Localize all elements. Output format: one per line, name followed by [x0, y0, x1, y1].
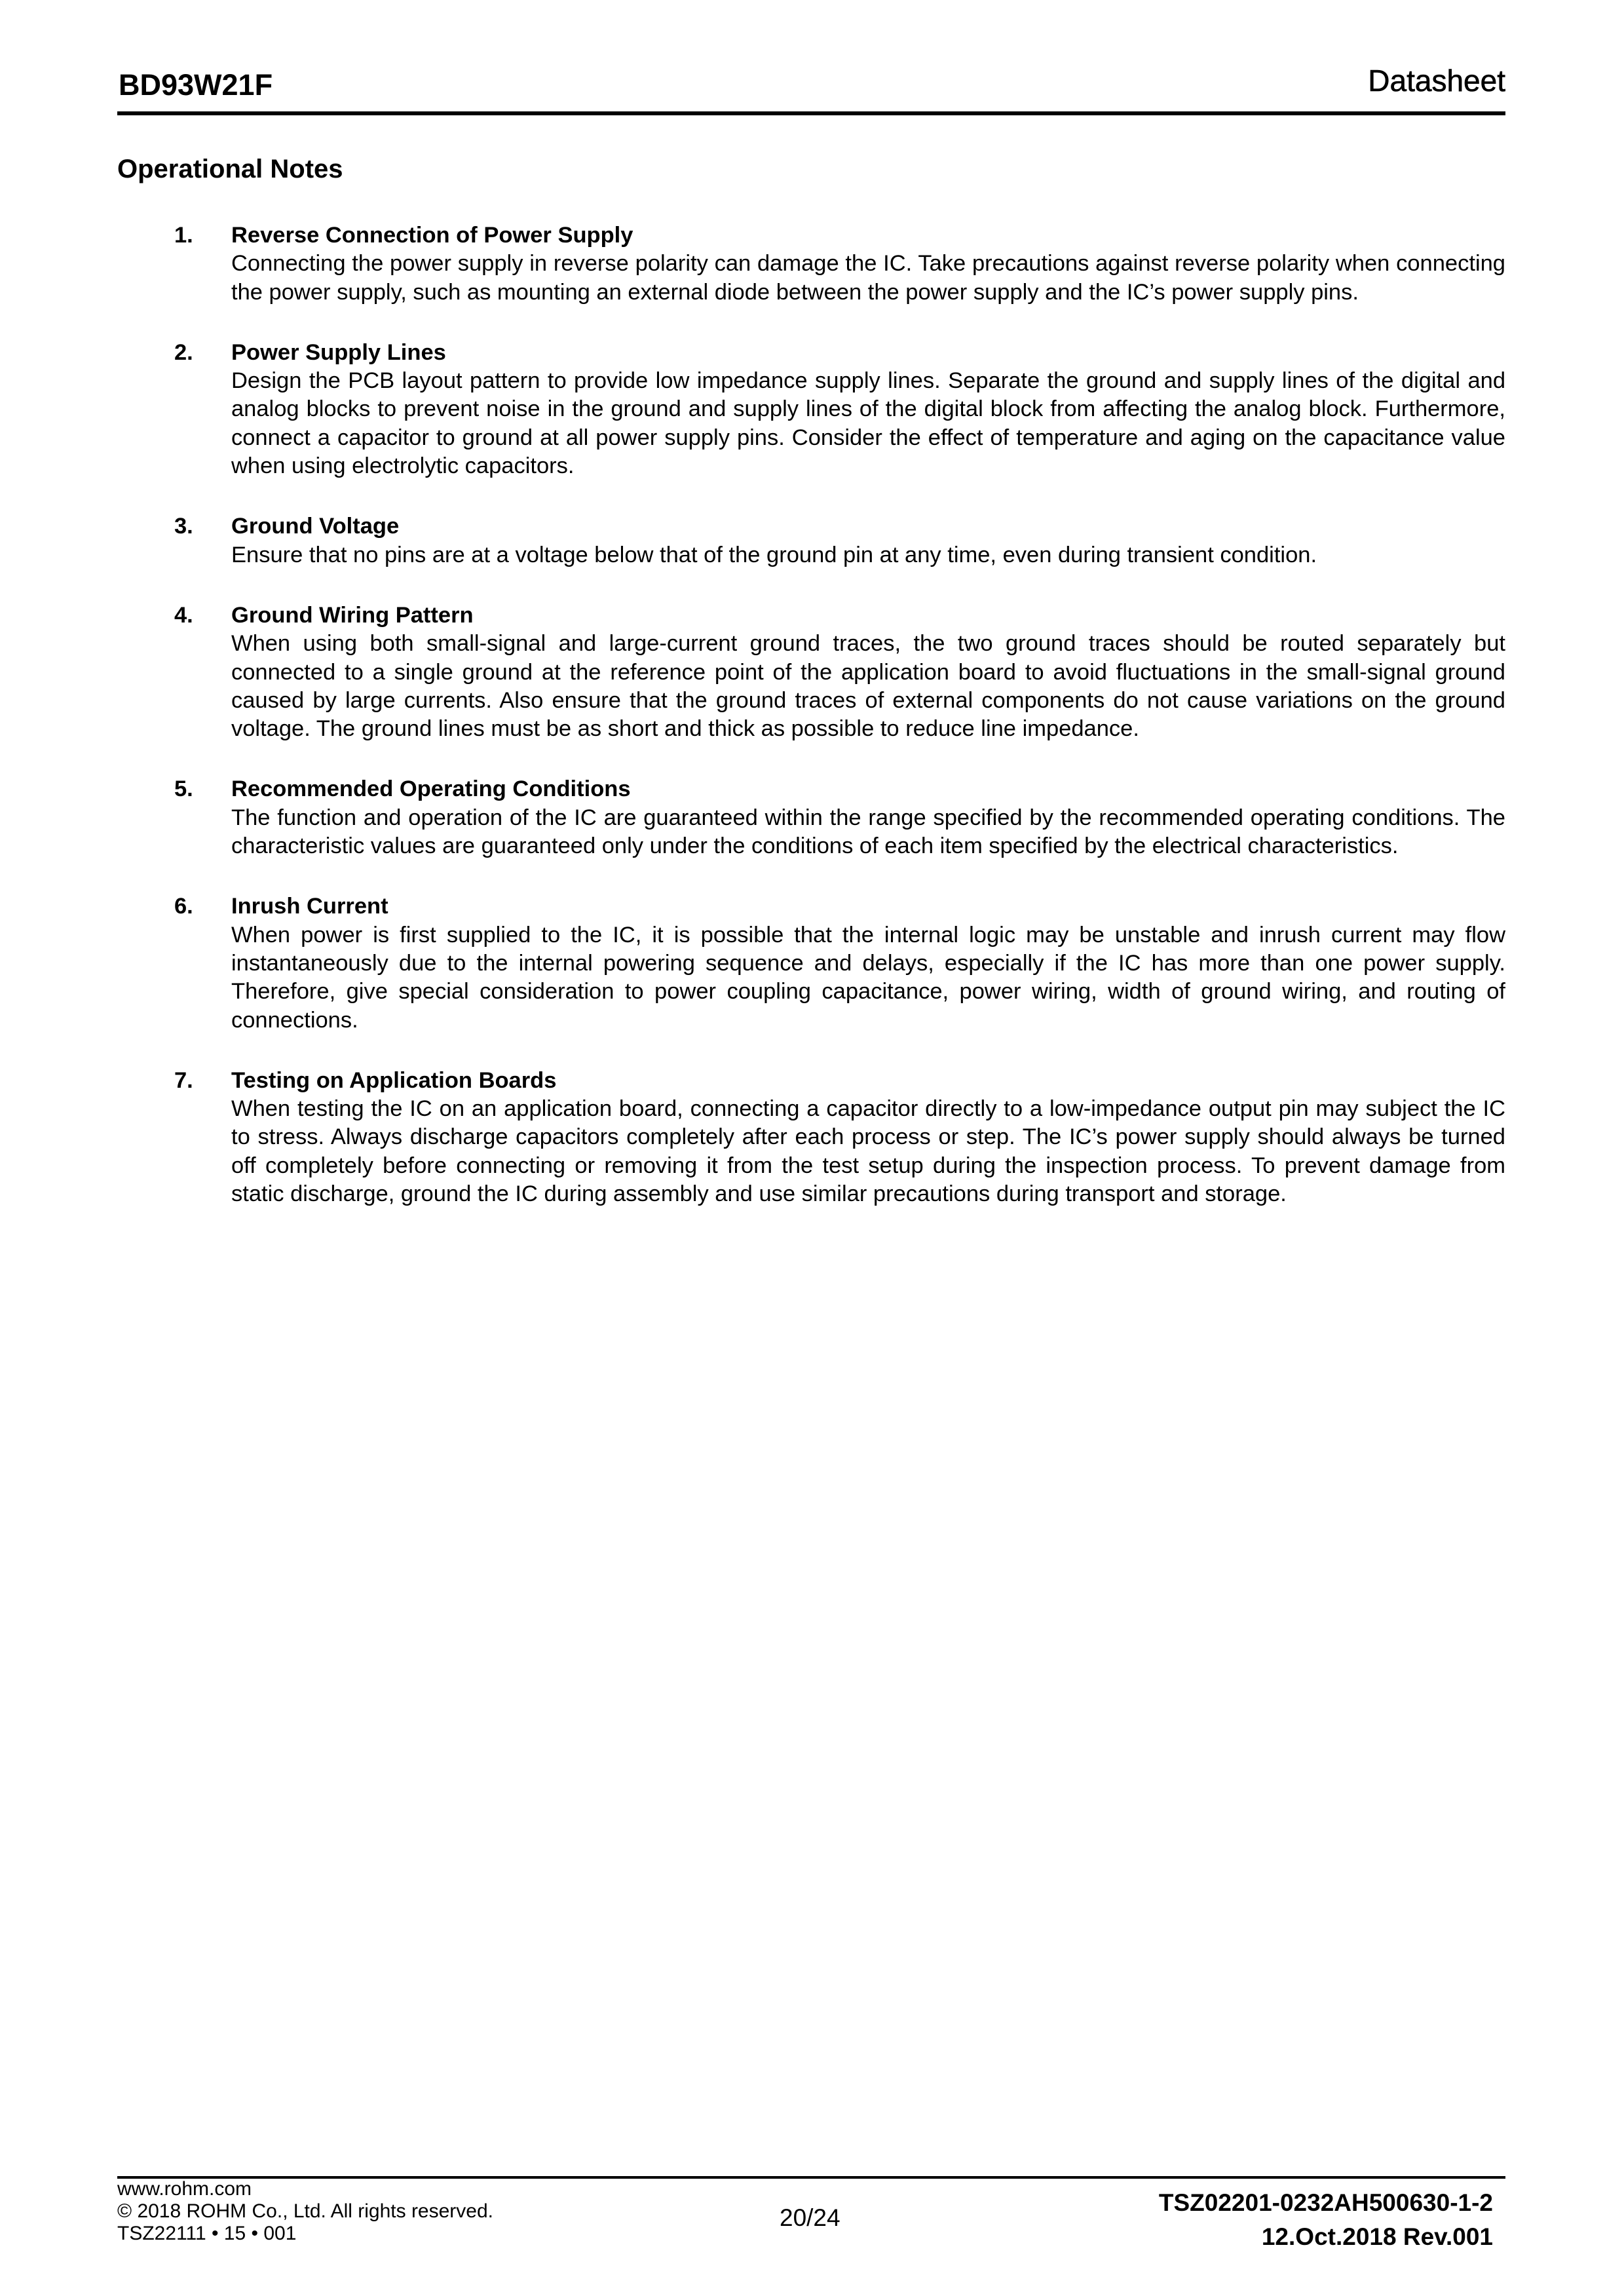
note-title: Inrush Current: [231, 894, 388, 919]
note-item: [174, 602, 1505, 743]
copyright: © 2018 ROHM Co., Ltd. All rights reserved.: [117, 2200, 493, 2222]
note-title: Testing on Application Boards: [231, 1067, 557, 1093]
note-body: When using both small-signal and large-current ground traces, the two ground traces should be routed separately but connected to a single ground at the reference point of the application board to avoid fluctuations in the small-signal ground caused by large currents. Also ensure that the ground traces of external components do not cause variations on the ground voltage. The ground lines must be as short and thick as possible to reduce line impedance.: [231, 631, 1505, 742]
header-divider: [117, 111, 1505, 115]
note-item: [174, 1067, 1505, 1208]
note-item: [174, 339, 1505, 480]
note-item: [174, 512, 1505, 569]
note-title: Reverse Connection of Power Supply: [231, 223, 633, 248]
note-number: 2.: [174, 339, 193, 365]
note-number: 1.: [174, 223, 193, 248]
note-number: 5.: [174, 776, 193, 802]
doc-type-label: Datasheet: [1368, 64, 1505, 98]
note-number: 6.: [174, 894, 193, 919]
form-code: TSZ22111 • 15 • 001: [117, 2223, 297, 2244]
note-title: Power Supply Lines: [231, 339, 446, 365]
section-title: Operational Notes: [117, 155, 343, 183]
note-item: [174, 221, 1505, 307]
note-number: 4.: [174, 602, 193, 628]
website-link[interactable]: www.rohm.com: [117, 2178, 252, 2200]
note-item: [174, 775, 1505, 860]
notes-list: [174, 221, 1505, 1240]
note-title: Ground Voltage: [231, 514, 400, 539]
note-body: Ensure that no pins are at a voltage below that of the ground pin at any time, even during transient condition.: [231, 542, 1317, 567]
note-number: 3.: [174, 514, 193, 539]
page-number: 20/24: [780, 2204, 840, 2231]
note-number: 7.: [174, 1067, 193, 1093]
note-body: Design the PCB layout pattern to provide low impedance supply lines. Separate the ground and supply lines of the digital and analog blocks to prevent noise in the ground and supply lines of the digital block from affecting the analog block. Furthermore, connect a capacitor to ground at all power supply pins. Consider the effect of temperature and aging on the capacitance value when using electrolytic capacitors.: [231, 368, 1505, 479]
note-body: When power is first supplied to the IC, it is possible that the internal logic may be unstable and inrush current may flow instantaneously due to the internal powering sequence and delays, especially if the IC has more than one power supply. Therefore, give special consideration to power coupling capacitance, power wiring, width of ground wiring, and routing of connections.: [231, 922, 1505, 1033]
note-title: Ground Wiring Pattern: [231, 602, 474, 628]
doc-number: TSZ02201-0232AH500630-1-2: [1158, 2189, 1493, 2216]
note-title: Recommended Operating Conditions: [231, 776, 631, 802]
note-body: When testing the IC on an application board, connecting a capacitor directly to a low-impedance output pin may subject the IC to stress. Always discharge capacitors completely after each process or step. The IC’s power supply should always be turned off completely before connecting or removing it from the test setup during the inspection process. To prevent damage from static discharge, ground the IC during assembly and use similar precautions during transport and storage.: [231, 1096, 1505, 1207]
note-body: The function and operation of the IC are guaranteed within the range specified by the recommended operating conditions. The characteristic values are guaranteed only under the conditions of each item specified by the electrical characteristics.: [231, 805, 1505, 859]
footer-right: [1159, 2186, 1493, 2254]
part-number: BD93W21F: [119, 68, 273, 102]
note-body: Connecting the power supply in reverse polarity can damage the IC. Take precautions against reverse polarity when connecting the power supply, such as mounting an external diode between the power supply and the IC’s power supply pins.: [231, 251, 1505, 305]
footer-left: [117, 2178, 493, 2245]
date-revision: 12.Oct.2018 Rev.001: [1261, 2223, 1493, 2250]
note-item: [174, 892, 1505, 1034]
